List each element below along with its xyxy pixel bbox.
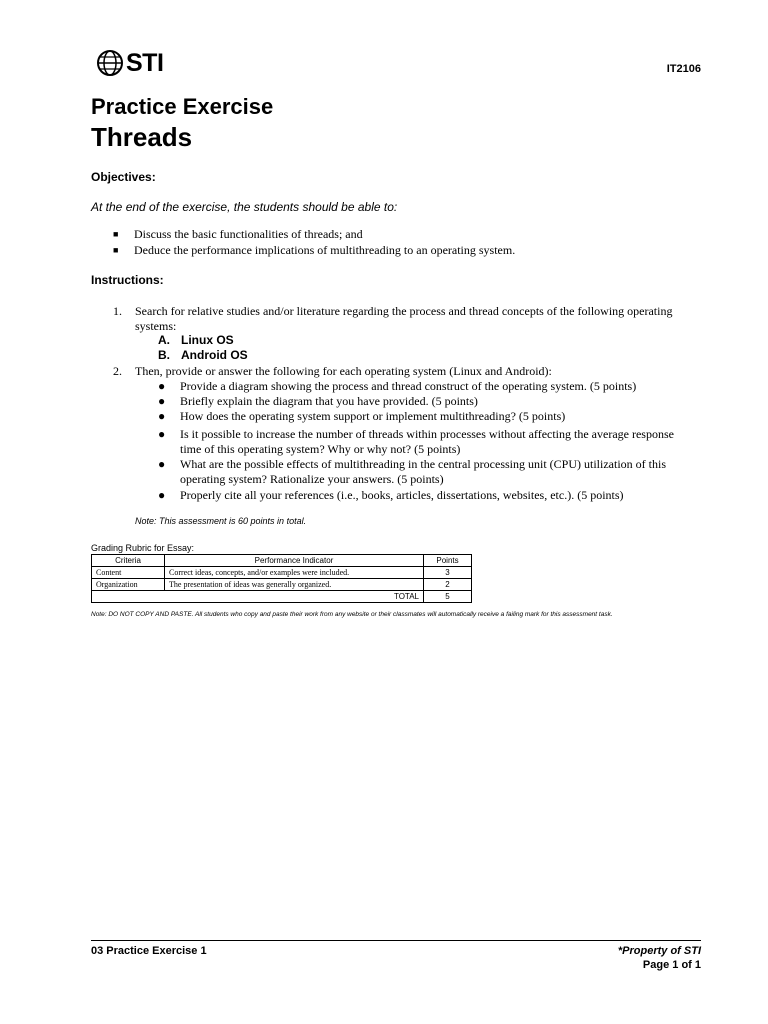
table-row <box>92 567 472 579</box>
objective-text: Deduce the performance implications of multithreading to an operating system. <box>134 243 516 257</box>
header-criteria: Criteria <box>92 555 165 567</box>
dot-bullet-icon: ● <box>158 427 166 441</box>
title-line-1: Practice Exercise <box>91 94 274 119</box>
step-1-line-2: systems: <box>135 319 177 333</box>
dot-bullet-icon: ● <box>158 379 166 393</box>
table-row <box>92 579 472 591</box>
task-text: Provide a diagram showing the process and thread construct of the operating system. (5 points) <box>180 379 637 393</box>
cell-indicator: Correct ideas, concepts, and/or examples were included. <box>165 567 424 579</box>
points-note: Note: This assessment is 60 points in total. <box>135 516 307 526</box>
square-bullet-icon: ■ <box>113 245 119 255</box>
dot-bullet-icon: ● <box>158 457 166 471</box>
course-code: IT2106 <box>666 63 701 75</box>
task-text: Properly cite all your references (i.e., books, articles, dissertations, websites, etc.). (5 points) <box>180 488 624 502</box>
cell-criteria: Organization <box>92 579 165 591</box>
copy-warning-note: Note: DO NOT COPY AND PASTE. All students who copy and paste their work from any website or their classmates will automatically receive a failing mark for this assessment task. <box>91 611 613 618</box>
cell-points: 3 <box>424 567 472 579</box>
dot-bullet-icon: ● <box>158 409 166 423</box>
cell-indicator: The presentation of ideas was generally organized. <box>165 579 424 591</box>
footer-document-name: 03 Practice Exercise 1 <box>91 945 207 957</box>
header-indicator: Performance Indicator <box>165 555 424 567</box>
os-letter-a: A. <box>158 333 170 347</box>
table-header-row <box>92 555 472 567</box>
task-text: What are the possible effects of multithreading in the central processing unit (CPU) utilization of this <box>180 457 666 471</box>
dot-bullet-icon: ● <box>158 394 166 408</box>
os-name-android: Android OS <box>181 348 248 362</box>
task-text: operating system? Rationalize your answers. (5 points) <box>180 472 444 486</box>
task-text: time of this operating system? Why or why not? (5 points) <box>180 442 461 456</box>
footer-page-number: Page 1 of 1 <box>642 959 701 971</box>
table-total-row <box>92 591 472 603</box>
total-value: 5 <box>424 591 472 603</box>
step-1-line-1: Search for relative studies and/or literature regarding the process and thread concepts of the following operating <box>135 304 673 318</box>
instructions-heading: Instructions: <box>91 273 164 287</box>
total-label: TOTAL <box>92 591 424 603</box>
globe-icon <box>96 49 124 77</box>
task-text: How does the operating system support or implement multithreading? (5 points) <box>180 409 566 423</box>
header-points: Points <box>424 555 472 567</box>
footer-divider <box>91 940 701 941</box>
rubric-caption: Grading Rubric for Essay: <box>91 543 195 553</box>
step-1-number: 1. <box>113 304 122 318</box>
task-text: Is it possible to increase the number of threads within processes without affecting the average response <box>180 427 674 441</box>
objective-text: Discuss the basic functionalities of threads; and <box>134 227 363 241</box>
cell-criteria: Content <box>92 567 165 579</box>
sti-logo <box>96 48 163 78</box>
objectives-heading: Objectives: <box>91 170 156 184</box>
os-letter-b: B. <box>158 348 170 362</box>
step-2-number: 2. <box>113 364 122 378</box>
title-line-2: Threads <box>91 122 193 152</box>
logo-text: STI <box>126 49 164 77</box>
task-text: Briefly explain the diagram that you have provided. (5 points) <box>180 394 478 408</box>
rubric-table <box>91 554 472 603</box>
objectives-intro: At the end of the exercise, the students should be able to: <box>91 200 398 214</box>
dot-bullet-icon: ● <box>158 488 166 502</box>
cell-points: 2 <box>424 579 472 591</box>
square-bullet-icon: ■ <box>113 229 119 239</box>
footer-property: *Property of STI <box>617 945 701 957</box>
os-name-linux: Linux OS <box>181 333 234 347</box>
step-2-line-1: Then, provide or answer the following for each operating system (Linux and Android): <box>135 364 552 378</box>
